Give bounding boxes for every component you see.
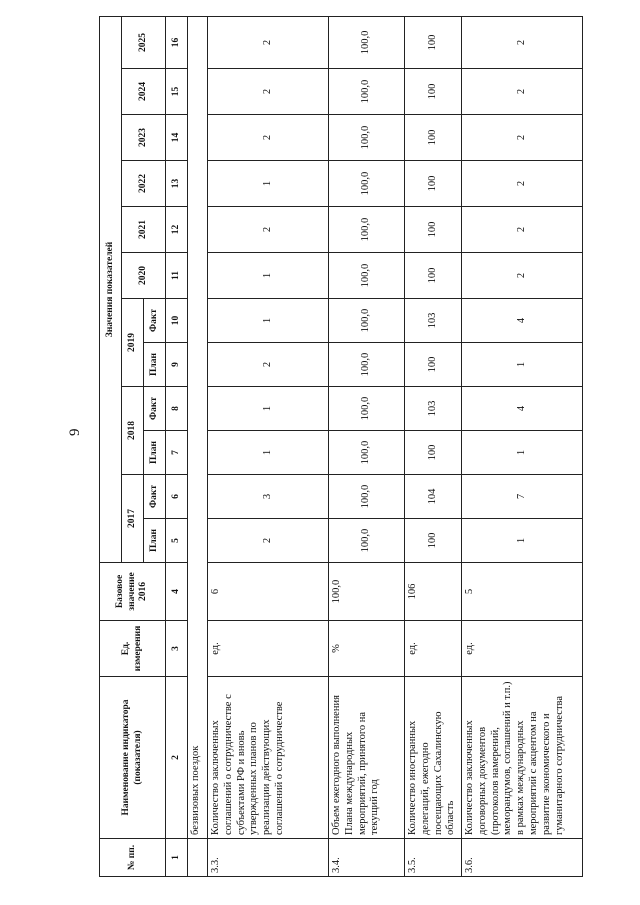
value-cell: 100 — [405, 16, 462, 68]
value-cell: 100,0 — [329, 475, 405, 519]
column-number: 11 — [166, 253, 188, 299]
column-number: 9 — [166, 343, 188, 387]
value-cell: 100,0 — [329, 207, 405, 253]
header-base: Базовое значение 2016 — [100, 563, 166, 621]
row-number: 3.4. — [329, 839, 405, 877]
base-value-cell: 5 — [462, 563, 583, 621]
value-cell: 2 — [208, 343, 329, 387]
table-row — [208, 16, 329, 876]
value-cell: 1 — [208, 253, 329, 299]
header-year: 2019 — [122, 299, 144, 387]
base-value-cell: 106 — [405, 563, 462, 621]
header-year: 2020 — [122, 253, 166, 299]
value-cell: 1 — [462, 431, 583, 475]
value-cell: 100,0 — [329, 299, 405, 343]
unit-cell: ед. — [462, 621, 583, 677]
header-name: Наименование индикатора (показателя) — [100, 677, 166, 839]
table-header — [100, 16, 188, 876]
header-plan: План — [144, 519, 166, 563]
value-cell: 2 — [462, 207, 583, 253]
value-cell: 103 — [405, 387, 462, 431]
header-fact: Факт — [144, 475, 166, 519]
column-number: 12 — [166, 207, 188, 253]
table-row — [405, 16, 462, 876]
header-year: 2024 — [122, 69, 166, 115]
value-cell: 2 — [208, 16, 329, 68]
header-year: 2017 — [122, 475, 144, 563]
column-number: 16 — [166, 16, 188, 68]
page-number: 9 — [67, 428, 83, 436]
value-cell: 2 — [208, 115, 329, 161]
value-cell: 100 — [405, 431, 462, 475]
value-cell: 4 — [462, 299, 583, 343]
table-cell — [188, 839, 208, 877]
value-cell: 1 — [462, 519, 583, 563]
header-year: 2022 — [122, 161, 166, 207]
value-cell: 2 — [462, 115, 583, 161]
value-cell: 103 — [405, 299, 462, 343]
header-fact: Факт — [144, 387, 166, 431]
value-cell: 100 — [405, 115, 462, 161]
value-cell: 100,0 — [329, 431, 405, 475]
value-cell: 100,0 — [329, 69, 405, 115]
table-row — [329, 16, 405, 876]
value-cell: 1 — [208, 299, 329, 343]
value-cell: 100,0 — [329, 16, 405, 68]
column-number: 4 — [166, 563, 188, 621]
base-value-cell: 6 — [208, 563, 329, 621]
unit-cell: ед. — [208, 621, 329, 677]
value-cell: 2 — [208, 207, 329, 253]
value-cell: 100,0 — [329, 519, 405, 563]
indicator-name: Количество заключенных соглашений о сотрудничестве с субъектами РФ и вновь утвержденных планов по реализации действующих соглашений о сотрудничестве — [208, 677, 329, 839]
column-number: 14 — [166, 115, 188, 161]
value-cell: 100 — [405, 161, 462, 207]
value-cell: 2 — [462, 253, 583, 299]
unit-cell: % — [329, 621, 405, 677]
column-number: 8 — [166, 387, 188, 431]
indicator-name: Количество заключенных договорных документов (протоколов намерений, меморандумов, соглашений и т.п.) в рамках международных мероприятий с акцентом на развитие экономического и гуманитарного сотрудничества — [462, 677, 583, 839]
unit-cell: ед. — [405, 621, 462, 677]
value-cell: 1 — [208, 387, 329, 431]
header-year: 2018 — [122, 387, 144, 475]
value-cell: 100,0 — [329, 253, 405, 299]
value-cell: 100,0 — [329, 343, 405, 387]
value-cell: 3 — [208, 475, 329, 519]
value-cell: 1 — [208, 161, 329, 207]
continued-text: безвизовых поездок — [188, 16, 208, 838]
header-plan: План — [144, 343, 166, 387]
value-cell: 1 — [462, 343, 583, 387]
value-cell: 100,0 — [329, 161, 405, 207]
column-number: 7 — [166, 431, 188, 475]
value-cell: 100,0 — [329, 115, 405, 161]
column-number: 10 — [166, 299, 188, 343]
row-number: 3.6. — [462, 839, 583, 877]
header-no: № пп. — [100, 839, 166, 877]
column-number: 3 — [166, 621, 188, 677]
value-cell: 104 — [405, 475, 462, 519]
header-plan: План — [144, 431, 166, 475]
value-cell: 2 — [208, 519, 329, 563]
value-cell: 1 — [208, 431, 329, 475]
value-cell: 2 — [462, 16, 583, 68]
header-fact: Факт — [144, 299, 166, 343]
header-year: 2023 — [122, 115, 166, 161]
value-cell: 100 — [405, 253, 462, 299]
table-row — [462, 16, 583, 876]
column-number: 5 — [166, 519, 188, 563]
indicators-table — [99, 16, 583, 877]
value-cell: 2 — [208, 69, 329, 115]
indicator-name: Количество иностранных делегаций, ежегодно посещающих Сахалинскую область — [405, 677, 462, 839]
value-cell: 100 — [405, 343, 462, 387]
value-cell: 100 — [405, 69, 462, 115]
value-cell: 2 — [462, 161, 583, 207]
header-year: 2021 — [122, 207, 166, 253]
value-cell: 100 — [405, 519, 462, 563]
column-number: 1 — [166, 839, 188, 877]
value-cell: 4 — [462, 387, 583, 431]
header-values: Значения показателей — [100, 16, 122, 562]
column-number: 15 — [166, 69, 188, 115]
value-cell: 7 — [462, 475, 583, 519]
value-cell: 100,0 — [329, 387, 405, 431]
base-value-cell: 100,0 — [329, 563, 405, 621]
value-cell: 100 — [405, 207, 462, 253]
column-number: 13 — [166, 161, 188, 207]
table-body — [188, 16, 583, 876]
header-year: 2025 — [122, 16, 166, 68]
indicator-name: Объем ежегодного выполнения Плана международных мероприятий, принятого на текущий год — [329, 677, 405, 839]
rotated-table-container — [99, 17, 586, 877]
row-number: 3.5. — [405, 839, 462, 877]
header-unit: Ед. измерения — [100, 621, 166, 677]
column-number: 2 — [166, 677, 188, 839]
continuation-row — [188, 16, 208, 876]
column-number: 6 — [166, 475, 188, 519]
row-number: 3.3. — [208, 839, 329, 877]
value-cell: 2 — [462, 69, 583, 115]
